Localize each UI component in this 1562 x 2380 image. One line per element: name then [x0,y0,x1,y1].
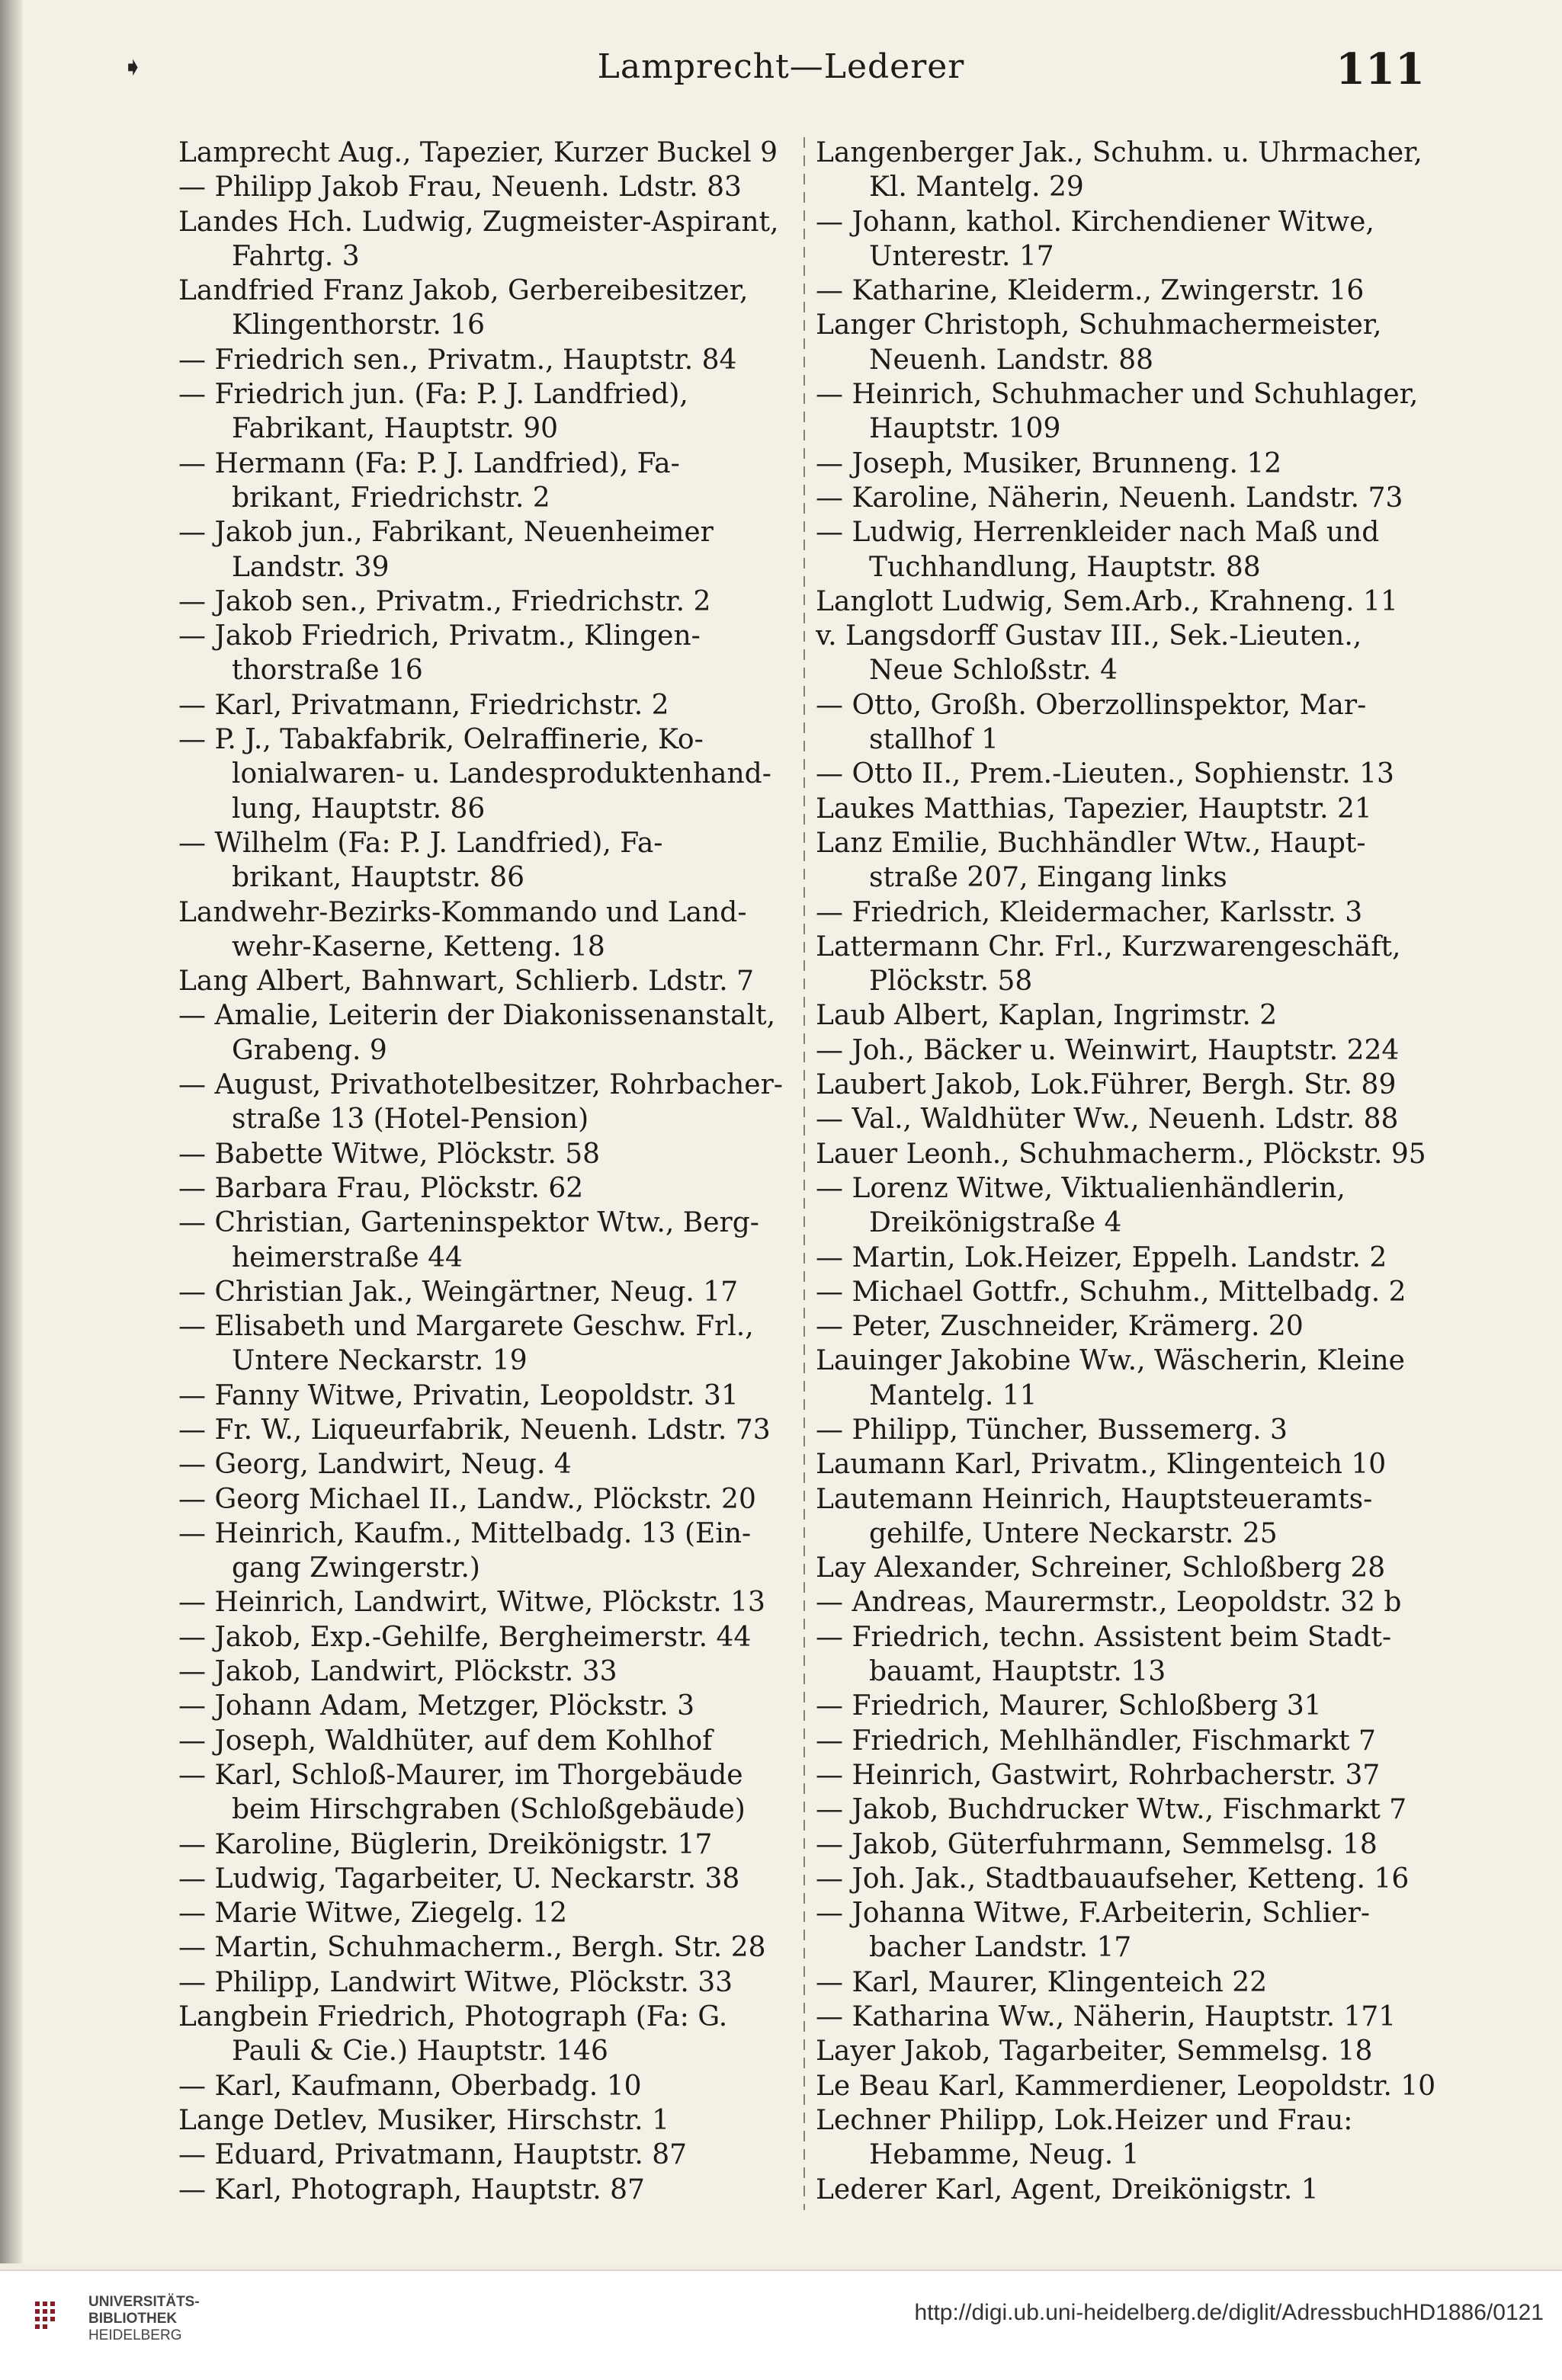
entry-continuation-line: bacher Landstr. 17 [869,1932,1132,1964]
entry-continuation-line: heimerstraße 44 [232,1241,463,1273]
entry-continuation-line: Fabrikant, Hauptstr. 90 [232,413,559,445]
directory-entry-line: — Christian Jak., Weingärtner, Neug. 17 [178,1276,739,1308]
directory-entry-line: — Karl, Privatmann, Friedrichstr. 2 [178,689,669,721]
entry-continuation-line: beim Hirschgraben (Schloßgebäude) [232,1794,746,1826]
directory-entry-line: v. Langsdorff Gustav III., Sek.-Lieuten., [816,620,1362,652]
entry-continuation-line: lung, Hauptstr. 86 [232,793,486,825]
directory-entry-line: Landfried Franz Jakob, Gerbereibesitzer, [178,275,749,307]
library-name-line1: UNIVERSITÄTS- [88,2294,200,2310]
entry-continuation-line: thorstraße 16 [232,655,423,687]
directory-entry-line: Langlott Ludwig, Sem.Arb., Krahneng. 11 [816,585,1398,617]
directory-entry-line: — Philipp, Tüncher, Bussemerg. 3 [816,1414,1288,1446]
directory-entry-line: — Joh., Bäcker u. Weinwirt, Hauptstr. 224 [816,1034,1400,1066]
directory-entry-line: — Babette Witwe, Plöckstr. 58 [178,1138,601,1170]
entry-continuation-line: Dreikönigstraße 4 [869,1207,1122,1239]
directory-entry-line: — Georg Michael II., Landw., Plöckstr. 20 [178,1483,756,1515]
directory-entry-line: — Fr. W., Liqueurfabrik, Neuenh. Ldstr. 73 [178,1414,771,1446]
directory-entry-line: — Joseph, Musiker, Brunneng. 12 [816,447,1282,479]
directory-entry-line: — Hermann (Fa: P. J. Landfried), Fa- [178,447,680,479]
entry-continuation-line: stallhof 1 [869,724,999,756]
directory-entry-line: — Katharina Ww., Näherin, Hauptstr. 171 [816,2001,1397,2033]
directory-entry-line: — Fanny Witwe, Privatin, Leopoldstr. 31 [178,1379,739,1411]
viewer-footer [0,2269,1562,2380]
directory-entry-line: — Heinrich, Landwirt, Witwe, Plöckstr. 13 [178,1587,765,1619]
entry-continuation-line: Plöckstr. 58 [869,966,1033,998]
directory-entry-line: Landes Hch. Ludwig, Zugmeister-Aspirant, [178,206,779,238]
directory-entry-line: — Martin, Lok.Heizer, Eppelh. Landstr. 2 [816,1241,1387,1273]
directory-entry-line: — Val., Waldhüter Ww., Neuenh. Ldstr. 88 [816,1104,1399,1136]
directory-entry-line: — Martin, Schuhmacherm., Bergh. Str. 28 [178,1932,766,1964]
directory-entry-line: — Wilhelm (Fa: P. J. Landfried), Fa- [178,827,663,859]
directory-entry-line: — Georg, Landwirt, Neug. 4 [178,1449,572,1481]
left-column [178,136,803,2207]
directory-entry-line: — Philipp, Landwirt Witwe, Plöckstr. 33 [178,1966,733,1998]
directory-entry-line: Laumann Karl, Privatm., Klingenteich 10 [816,1449,1387,1481]
entry-continuation-line: Hauptstr. 109 [869,413,1061,445]
directory-entry-line: — Jakob Friedrich, Privatm., Klingen- [178,620,701,652]
directory-entry-line: Langenberger Jak., Schuhm. u. Uhrmacher, [816,137,1422,168]
directory-entry-line: — Karl, Maurer, Klingenteich 22 [816,1966,1268,1998]
directory-entry-line: — Katharine, Kleiderm., Zwingerstr. 16 [816,275,1365,307]
directory-entry-line: Laukes Matthias, Tapezier, Hauptstr. 21 [816,793,1372,825]
directory-entry-line: Langbein Friedrich, Photograph (Fa: G. [178,2001,728,2033]
entry-continuation-line: gang Zwingerstr.) [232,1552,480,1584]
directory-entry-line: — Karl, Schloß-Maurer, im Thorgebäude [178,1759,743,1791]
directory-entry-line: Lattermann Chr. Frl., Kurzwarengeschäft, [816,931,1401,963]
directory-entry-line: — Johann Adam, Metzger, Plöckstr. 3 [178,1690,695,1722]
directory-entry-line: — Otto, Großh. Oberzollinspektor, Mar- [816,689,1367,721]
entry-continuation-line: brikant, Hauptstr. 86 [232,862,525,894]
source-url[interactable]: http://digi.ub.uni-heidelberg.de/diglit/AdressbuchHD1886/0121 [914,2300,1544,2325]
directory-entry-line: Layer Jakob, Tagarbeiter, Semmelsg. 18 [816,2036,1373,2068]
directory-entry-line: — Philipp Jakob Frau, Neuenh. Ldstr. 83 [178,171,742,203]
directory-entry-line: — Amalie, Leiterin der Diakonissenanstalt, [178,1000,776,1032]
entry-continuation-line: brikant, Friedrichstr. 2 [232,482,550,514]
entry-continuation-line: Landstr. 39 [232,551,390,583]
directory-entry-line: — Jakob, Buchdrucker Wtw., Fischmarkt 7 [816,1794,1407,1826]
directory-entry-line: — Karl, Photograph, Hauptstr. 87 [178,2173,645,2205]
entry-continuation-line: Hebamme, Neug. 1 [869,2139,1140,2171]
directory-entry-line: Langer Christoph, Schuhmachermeister, [816,309,1382,341]
directory-entry-line: — Jakob sen., Privatm., Friedrichstr. 2 [178,585,711,617]
directory-entry-line: Lautemann Heinrich, Hauptsteueramts- [816,1483,1373,1515]
directory-entry-line: — Friedrich sen., Privatm., Hauptstr. 84 [178,344,737,376]
directory-entry-line: Landwehr-Bezirks-Kommando und Land- [178,896,747,928]
directory-entry-line: Lauinger Jakobine Ww., Wäscherin, Kleine [816,1345,1405,1377]
entry-continuation-line: lonialwaren- u. Landesproduktenhand- [232,758,771,790]
directory-entry-line: — Karoline, Büglerin, Dreikönigstr. 17 [178,1828,713,1860]
directory-entry-line: — Elisabeth und Margarete Geschw. Frl., [178,1311,754,1343]
entry-continuation-line: gehilfe, Untere Neckarstr. 25 [869,1517,1278,1549]
entry-continuation-line: Pauli & Cie.) Hauptstr. 146 [232,2036,608,2068]
page-edge-shadow [0,0,23,2263]
directory-entry-line: Lanz Emilie, Buchhändler Wtw., Haupt- [816,827,1366,859]
column-divider [803,137,805,2210]
directory-entry-line: — Jakob, Landwirt, Plöckstr. 33 [178,1656,617,1688]
entry-continuation-line: Klingenthorstr. 16 [232,309,486,341]
directory-entry-line: — Friedrich jun. (Fa: P. J. Landfried), [178,379,688,411]
directory-entry-line: Laubert Jakob, Lok.Führer, Bergh. Str. 89 [816,1069,1397,1101]
directory-entry-line: — Marie Witwe, Ziegelg. 12 [178,1898,568,1930]
directory-entry-line: — Friedrich, Kleidermacher, Karlsstr. 3 [816,896,1363,928]
directory-entry-line: — Karl, Kaufmann, Oberbadg. 10 [178,2070,642,2102]
entry-continuation-line: straße 207, Eingang links [869,862,1227,894]
directory-entry-line: — Jakob, Exp.-Gehilfe, Bergheimerstr. 44 [178,1621,752,1653]
entry-continuation-line: Tuchhandlung, Hauptstr. 88 [869,551,1261,583]
directory-entry-line: — Johann, kathol. Kirchendiener Witwe, [816,206,1374,238]
directory-entry-line: — Ludwig, Tagarbeiter, U. Neckarstr. 38 [178,1863,740,1895]
library-name [88,2294,200,2344]
directory-entry-line: — August, Privathotelbesitzer, Rohrbacher- [178,1069,783,1101]
entry-continuation-line: bauamt, Hauptstr. 13 [869,1656,1166,1688]
directory-entry-line: — Joh. Jak., Stadtbauaufseher, Ketteng. 16 [816,1863,1410,1895]
directory-entry-line: — Christian, Garteninspektor Wtw., Berg- [178,1207,759,1239]
directory-entry-line: — Friedrich, Mehlhändler, Fischmarkt 7 [816,1725,1376,1757]
directory-entry-line: Lay Alexander, Schreiner, Schloßberg 28 [816,1552,1386,1584]
directory-entry-line: — Andreas, Maurermstr., Leopoldstr. 32 b [816,1587,1402,1619]
directory-entry-line: — Barbara Frau, Plöckstr. 62 [178,1172,584,1204]
directory-entry-line: — Friedrich, Maurer, Schloßberg 31 [816,1690,1322,1722]
entry-continuation-line: Fahrtg. 3 [232,240,360,272]
directory-entry-line: Lamprecht Aug., Tapezier, Kurzer Buckel 9 [178,137,778,168]
directory-entry-line: — Karoline, Näherin, Neuenh. Landstr. 73 [816,482,1403,514]
entry-continuation-line: Grabeng. 9 [232,1034,387,1066]
directory-entry-line: Lauer Leonh., Schuhmacherm., Plöckstr. 95 [816,1138,1426,1170]
directory-entry-line: — Michael Gottfr., Schuhm., Mittelbadg. 2 [816,1276,1406,1308]
directory-entry-line: — Lorenz Witwe, Viktualienhändlerin, [816,1172,1346,1204]
directory-entry-line: — Eduard, Privatmann, Hauptstr. 87 [178,2139,688,2171]
directory-entry-line: Lechner Philipp, Lok.Heizer und Frau: [816,2104,1353,2136]
directory-entry-line: — Jakob, Güterfuhrmann, Semmelsg. 18 [816,1828,1378,1860]
entry-continuation-line: Unterestr. 17 [869,240,1054,272]
entry-continuation-line: straße 13 (Hotel-Pension) [232,1104,589,1136]
directory-entry-line: — Otto II., Prem.-Lieuten., Sophienstr. 13 [816,758,1394,790]
arrow-marker-icon: ➧ [122,52,144,82]
directory-entry-line: — Friedrich, techn. Assistent beim Stadt- [816,1621,1392,1653]
directory-entry-line: — Joseph, Waldhüter, auf dem Kohlhof [178,1725,713,1757]
directory-entry-line: — Johanna Witwe, F.Arbeiterin, Schlier- [816,1898,1370,1930]
directory-entry-line: — Heinrich, Kaufm., Mittelbadg. 13 (Ein- [178,1517,752,1549]
entry-continuation-line: Neue Schloßstr. 4 [869,655,1118,687]
directory-entry-line: — Peter, Zuschneider, Krämerg. 20 [816,1311,1304,1343]
directory-entry-line: Lange Detlev, Musiker, Hirschstr. 1 [178,2104,669,2136]
directory-entry-line: Le Beau Karl, Kammerdiener, Leopoldstr. 10 [816,2070,1436,2102]
directory-entry-line: — P. J., Tabakfabrik, Oelraffinerie, Ko- [178,724,704,756]
directory-entry-line: Lang Albert, Bahnwart, Schlierb. Ldstr. 7 [178,966,755,998]
directory-entry-line: Lederer Karl, Agent, Dreikönigstr. 1 [816,2173,1319,2205]
entry-continuation-line: Neuenh. Landstr. 88 [869,344,1154,376]
entry-continuation-line: Untere Neckarstr. 19 [232,1345,528,1377]
page-number: 111 [1336,44,1425,94]
library-name-line3: HEIDELBERG [88,2327,182,2343]
directory-entry-line: Laub Albert, Kaplan, Ingrimstr. 2 [816,1000,1278,1032]
directory-entry-line: — Heinrich, Schuhmacher und Schuhlager, [816,379,1419,411]
university-library-logo-icon [32,2297,75,2340]
directory-entry-line: — Heinrich, Gastwirt, Rohrbacherstr. 37 [816,1759,1381,1791]
library-name-line2: BIBLIOTHEK [88,2311,178,2327]
directory-entry-line: — Ludwig, Herrenkleider nach Maß und [816,517,1380,549]
running-head: Lamprecht—Lederer [597,47,965,86]
entry-continuation-line: wehr-Kaserne, Ketteng. 18 [232,931,605,963]
entry-continuation-line: Mantelg. 11 [869,1379,1038,1411]
right-column [816,136,1441,2207]
directory-entry-line: — Jakob jun., Fabrikant, Neuenheimer [178,517,714,549]
entry-continuation-line: Kl. Mantelg. 29 [869,171,1084,203]
